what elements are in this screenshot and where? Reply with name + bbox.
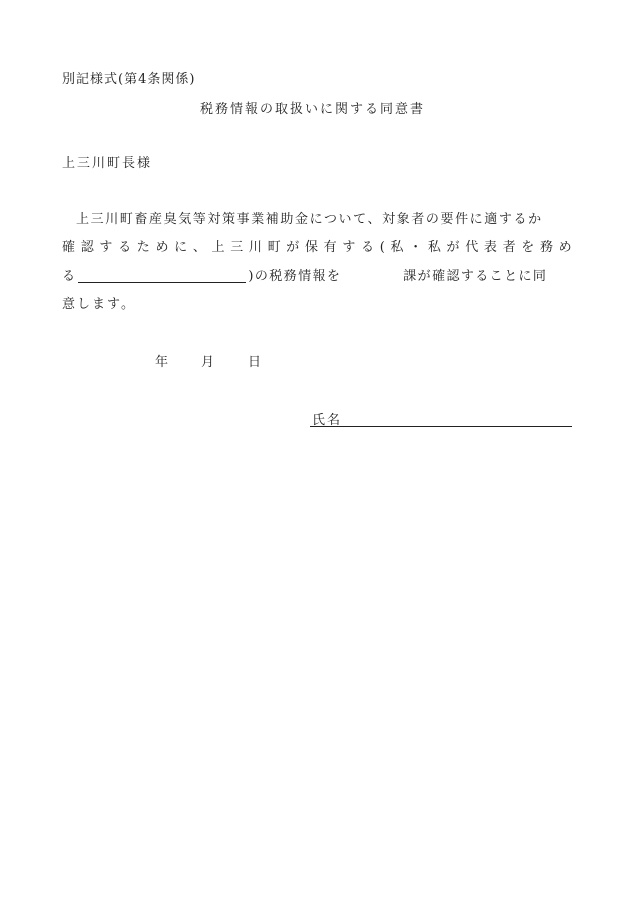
addressee: 上三川町長様: [62, 156, 153, 171]
body-line-2-char: す: [342, 240, 356, 255]
body-line-4: 意します。: [62, 297, 136, 312]
body-line-2-char: に: [174, 240, 188, 255]
date-day-label: 日: [248, 355, 262, 370]
body-line-2-char: ・: [409, 240, 423, 255]
body-line-2-char: す: [99, 240, 113, 255]
body-line-2-char: る: [361, 240, 375, 255]
body-line-2-char: 私: [390, 240, 404, 255]
body-line-2-char: 町: [267, 240, 281, 255]
body-line-2-char: 有: [323, 240, 337, 255]
body-line-3-end: 課が確認することに同: [403, 269, 548, 284]
body-line-2-char: 、: [192, 240, 206, 255]
body-line-2-char: 上: [211, 240, 225, 255]
body-line-2-char: を: [521, 240, 535, 255]
body-line-2-char: 確: [62, 240, 76, 255]
body-line-2-char: め: [155, 240, 169, 255]
body-line-2-char: が: [286, 240, 300, 255]
representative-name-blank[interactable]: [78, 270, 246, 283]
body-line-2-char: 認: [80, 240, 94, 255]
signature-name-label: 氏名: [312, 413, 343, 428]
body-line-2-char: 者: [502, 240, 516, 255]
body-line-2-char: (: [379, 240, 385, 255]
body-line-2: [62, 241, 572, 254]
body-line-2-char: 川: [248, 240, 262, 255]
body-line-2-char: 私: [427, 240, 441, 255]
document-title: 税務情報の取扱いに関する同意書: [200, 102, 426, 117]
form-label: 別記様式(第4条関係): [62, 72, 196, 87]
body-line-2-char: る: [118, 240, 132, 255]
body-line-2-char: 三: [230, 240, 244, 255]
body-line-3-close: )の税務情報を: [248, 269, 342, 284]
body-line-2-char: め: [558, 240, 572, 255]
body-line-1: 上三川町畜産臭気等対策事業補助金について、対象者の要件に適するか: [76, 212, 543, 227]
date-month-label: 月: [201, 355, 215, 370]
body-line-2-char: 表: [483, 240, 497, 255]
body-line-3: [62, 270, 572, 283]
body-line-2-char: た: [136, 240, 150, 255]
body-line-3-start: る: [62, 269, 77, 284]
body-line-2-char: 保: [304, 240, 318, 255]
date-year-label: 年: [155, 355, 169, 370]
body-line-2-char: が: [446, 240, 460, 255]
body-line-2-char: 務: [539, 240, 553, 255]
signature-line[interactable]: [310, 426, 572, 427]
body-line-2-char: 代: [465, 240, 479, 255]
